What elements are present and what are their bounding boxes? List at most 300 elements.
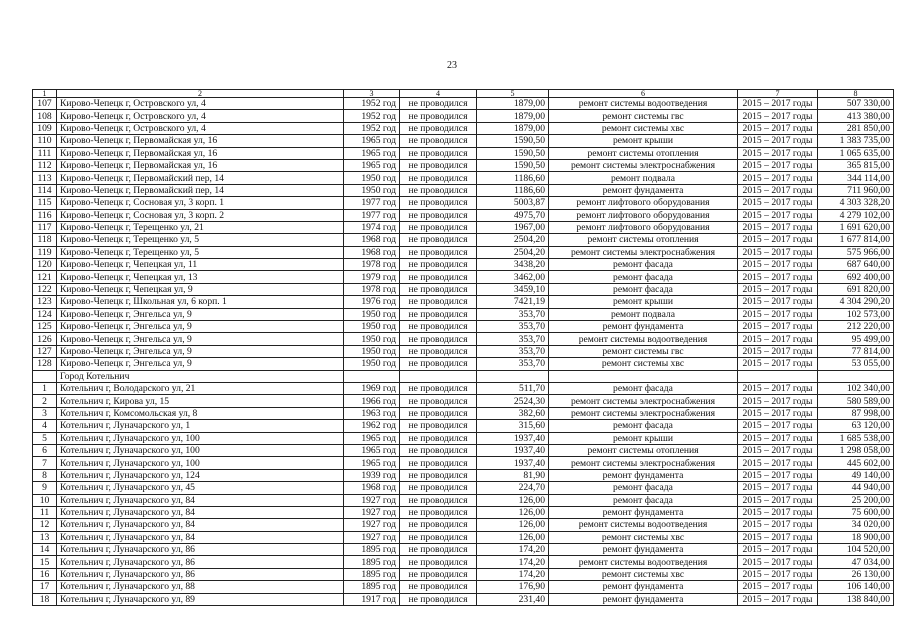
work-type-cell [549, 370, 738, 382]
area-cell: 174,20 [477, 568, 549, 580]
address-cell: Котельнич г, Луначарского ул, 124 [57, 469, 344, 481]
last-repair-cell: не проводился [400, 308, 477, 320]
column-number: 7 [738, 90, 818, 98]
area-cell: 353,70 [477, 308, 549, 320]
cost-cell: 687 640,00 [818, 259, 894, 271]
last-repair-cell: не проводился [400, 321, 477, 333]
cost-cell: 413 380,00 [818, 110, 894, 122]
address-cell: Котельнич г, Луначарского ул, 86 [57, 544, 344, 556]
table-row [33, 135, 894, 147]
cost-cell: 18 900,00 [818, 531, 894, 543]
period-cell: 2015 – 2017 годы [738, 333, 818, 345]
address-cell: Кирово-Чепецк г, Чепецкая ул, 9 [57, 283, 344, 295]
period-cell: 2015 – 2017 годы [738, 321, 818, 333]
period-cell: 2015 – 2017 годы [738, 469, 818, 481]
address-cell: Кирово-Чепецк г, Энгельса ул, 9 [57, 333, 344, 345]
row-number-cell: 6 [33, 444, 57, 456]
last-repair-cell: не проводился [400, 519, 477, 531]
area-cell: 174,20 [477, 556, 549, 568]
table-row [33, 444, 894, 456]
address-cell: Котельнич г, Луначарского ул, 100 [57, 457, 344, 469]
cost-cell: 106 140,00 [818, 581, 894, 593]
build-year-cell: 1965 год [344, 135, 400, 147]
row-number-cell: 8 [33, 469, 57, 481]
row-number-cell: 124 [33, 308, 57, 320]
period-cell: 2015 – 2017 годы [738, 432, 818, 444]
cost-cell: 4 303 328,20 [818, 197, 894, 209]
address-cell: Кирово-Чепецк г, Первомайский пер, 14 [57, 172, 344, 184]
row-number-cell: 113 [33, 172, 57, 184]
cost-cell: 102 573,00 [818, 308, 894, 320]
cost-cell: 34 020,00 [818, 519, 894, 531]
work-type-cell: ремонт лифтового оборудования [549, 197, 738, 209]
build-year-cell: 1969 год [344, 382, 400, 394]
work-type-cell: ремонт фундамента [549, 544, 738, 556]
cost-cell: 711 960,00 [818, 184, 894, 196]
cost-cell: 47 034,00 [818, 556, 894, 568]
row-number-cell: 125 [33, 321, 57, 333]
address-cell: Кирово-Чепецк г, Первомайская ул, 16 [57, 135, 344, 147]
period-cell: 2015 – 2017 годы [738, 98, 818, 110]
work-type-cell: ремонт подвала [549, 172, 738, 184]
table-row [33, 469, 894, 481]
last-repair-cell: не проводился [400, 420, 477, 432]
area-cell: 7421,19 [477, 296, 549, 308]
period-cell: 2015 – 2017 годы [738, 457, 818, 469]
work-type-cell: ремонт системы гвс [549, 110, 738, 122]
area-cell: 126,00 [477, 506, 549, 518]
column-number: 3 [344, 90, 400, 98]
address-cell: Котельнич г, Луначарского ул, 45 [57, 482, 344, 494]
work-type-cell: ремонт подвала [549, 308, 738, 320]
area-cell: 353,70 [477, 358, 549, 370]
last-repair-cell: не проводился [400, 407, 477, 419]
cost-cell: 4 304 290,20 [818, 296, 894, 308]
last-repair-cell: не проводился [400, 556, 477, 568]
work-type-cell: ремонт фасада [549, 482, 738, 494]
area-cell: 2504,20 [477, 246, 549, 258]
build-year-cell: 1963 год [344, 407, 400, 419]
build-year-cell: 1965 год [344, 159, 400, 171]
cost-cell: 691 820,00 [818, 283, 894, 295]
row-number-cell: 11 [33, 506, 57, 518]
address-cell: Кирово-Чепецк г, Островского ул, 4 [57, 98, 344, 110]
table-row [33, 184, 894, 196]
area-cell: 3459,10 [477, 283, 549, 295]
last-repair-cell: не проводился [400, 221, 477, 233]
column-number: 6 [549, 90, 738, 98]
table-row [33, 457, 894, 469]
cost-cell: 212 220,00 [818, 321, 894, 333]
last-repair-cell: не проводился [400, 122, 477, 134]
table-row [33, 581, 894, 593]
last-repair-cell: не проводился [400, 469, 477, 481]
period-cell: 2015 – 2017 годы [738, 283, 818, 295]
address-cell: Котельнич г, Луначарского ул, 86 [57, 556, 344, 568]
work-type-cell: ремонт системы электроснабжения [549, 407, 738, 419]
address-cell: Кирово-Чепецк г, Чепецкая ул, 11 [57, 259, 344, 271]
last-repair-cell: не проводился [400, 506, 477, 518]
last-repair-cell: не проводился [400, 395, 477, 407]
last-repair-cell: не проводился [400, 593, 477, 605]
work-type-cell: ремонт фундамента [549, 506, 738, 518]
area-cell: 5003,87 [477, 197, 549, 209]
cost-cell [818, 370, 894, 382]
address-cell: Кирово-Чепецк г, Школьная ул, 6 корп. 1 [57, 296, 344, 308]
build-year-cell: 1895 год [344, 581, 400, 593]
row-number-cell: 112 [33, 159, 57, 171]
row-number-cell: 118 [33, 234, 57, 246]
cost-cell: 138 840,00 [818, 593, 894, 605]
build-year-cell: 1895 год [344, 556, 400, 568]
table-row [33, 494, 894, 506]
last-repair-cell: не проводился [400, 531, 477, 543]
row-number-cell: 123 [33, 296, 57, 308]
area-cell: 1879,00 [477, 98, 549, 110]
column-number-row [33, 90, 894, 98]
area-cell: 1590,50 [477, 135, 549, 147]
period-cell: 2015 – 2017 годы [738, 568, 818, 580]
period-cell: 2015 – 2017 годы [738, 259, 818, 271]
cost-cell: 1 677 814,00 [818, 234, 894, 246]
table-row [33, 568, 894, 580]
cost-cell: 507 330,00 [818, 98, 894, 110]
row-number-cell: 117 [33, 221, 57, 233]
table-row [33, 593, 894, 605]
cost-cell: 1 298 058,00 [818, 444, 894, 456]
work-type-cell: ремонт системы электроснабжения [549, 395, 738, 407]
address-cell: Город Котельнич [57, 370, 344, 382]
area-cell: 174,20 [477, 544, 549, 556]
period-cell: 2015 – 2017 годы [738, 407, 818, 419]
build-year-cell: 1977 год [344, 209, 400, 221]
last-repair-cell: не проводился [400, 296, 477, 308]
cost-cell: 95 499,00 [818, 333, 894, 345]
row-number-cell: 107 [33, 98, 57, 110]
last-repair-cell: не проводился [400, 159, 477, 171]
last-repair-cell: не проводился [400, 382, 477, 394]
period-cell: 2015 – 2017 годы [738, 184, 818, 196]
table-row [33, 321, 894, 333]
area-cell: 1186,60 [477, 184, 549, 196]
cost-cell: 53 055,00 [818, 358, 894, 370]
period-cell: 2015 – 2017 годы [738, 271, 818, 283]
table-row [33, 98, 894, 110]
last-repair-cell: не проводился [400, 110, 477, 122]
column-number: 8 [818, 90, 894, 98]
period-cell: 2015 – 2017 годы [738, 209, 818, 221]
build-year-cell: 1974 год [344, 221, 400, 233]
work-type-cell: ремонт системы отопления [549, 444, 738, 456]
work-type-cell: ремонт крыши [549, 296, 738, 308]
row-number-cell: 1 [33, 382, 57, 394]
period-cell: 2015 – 2017 годы [738, 544, 818, 556]
cost-cell: 104 520,00 [818, 544, 894, 556]
last-repair-cell: не проводился [400, 197, 477, 209]
build-year-cell: 1950 год [344, 321, 400, 333]
period-cell: 2015 – 2017 годы [738, 246, 818, 258]
table-row [33, 506, 894, 518]
last-repair-cell: не проводился [400, 482, 477, 494]
build-year-cell: 1962 год [344, 420, 400, 432]
area-cell [477, 370, 549, 382]
table-row [33, 531, 894, 543]
last-repair-cell: не проводился [400, 432, 477, 444]
period-cell: 2015 – 2017 годы [738, 494, 818, 506]
last-repair-cell: не проводился [400, 358, 477, 370]
last-repair-cell: не проводился [400, 544, 477, 556]
last-repair-cell: не проводился [400, 457, 477, 469]
row-number-cell: 114 [33, 184, 57, 196]
address-cell: Котельнич г, Луначарского ул, 84 [57, 519, 344, 531]
row-number-cell: 115 [33, 197, 57, 209]
work-type-cell: ремонт системы хвс [549, 122, 738, 134]
address-cell: Кирово-Чепецк г, Островского ул, 4 [57, 122, 344, 134]
table-row [33, 370, 894, 382]
work-type-cell: ремонт системы водоотведения [549, 333, 738, 345]
area-cell: 1967,00 [477, 221, 549, 233]
work-type-cell: ремонт системы водоотведения [549, 519, 738, 531]
area-cell: 231,40 [477, 593, 549, 605]
area-cell: 1590,50 [477, 147, 549, 159]
address-cell: Кирово-Чепецк г, Терещенко ул, 5 [57, 234, 344, 246]
area-cell: 1937,40 [477, 457, 549, 469]
work-type-cell: ремонт системы хвс [549, 358, 738, 370]
build-year-cell: 1895 год [344, 544, 400, 556]
last-repair-cell: не проводился [400, 271, 477, 283]
cost-cell: 63 120,00 [818, 420, 894, 432]
build-year-cell: 1968 год [344, 482, 400, 494]
last-repair-cell: не проводился [400, 259, 477, 271]
table-row [33, 333, 894, 345]
address-cell: Котельнич г, Луначарского ул, 100 [57, 444, 344, 456]
row-number-cell: 5 [33, 432, 57, 444]
build-year-cell: 1927 год [344, 506, 400, 518]
area-cell: 1937,40 [477, 432, 549, 444]
address-cell: Кирово-Чепецк г, Энгельса ул, 9 [57, 345, 344, 357]
build-year-cell: 1950 год [344, 333, 400, 345]
table-row [33, 358, 894, 370]
address-cell: Кирово-Чепецк г, Сосновая ул, 3 корп. 1 [57, 197, 344, 209]
period-cell: 2015 – 2017 годы [738, 531, 818, 543]
column-number: 1 [33, 90, 57, 98]
last-repair-cell: не проводился [400, 568, 477, 580]
build-year-cell: 1917 год [344, 593, 400, 605]
last-repair-cell: не проводился [400, 246, 477, 258]
period-cell: 2015 – 2017 годы [738, 296, 818, 308]
table-row [33, 209, 894, 221]
last-repair-cell: не проводился [400, 345, 477, 357]
work-type-cell: ремонт лифтового оборудования [549, 221, 738, 233]
row-number-cell: 4 [33, 420, 57, 432]
work-type-cell: ремонт фундамента [549, 321, 738, 333]
work-type-cell: ремонт системы электроснабжения [549, 159, 738, 171]
address-cell: Кирово-Чепецк г, Первомайский пер, 14 [57, 184, 344, 196]
period-cell: 2015 – 2017 годы [738, 506, 818, 518]
table-row [33, 221, 894, 233]
table-body [33, 90, 894, 606]
table-row [33, 482, 894, 494]
area-cell: 353,70 [477, 321, 549, 333]
table-row [33, 420, 894, 432]
cost-cell: 575 966,00 [818, 246, 894, 258]
work-type-cell: ремонт системы отопления [549, 234, 738, 246]
period-cell: 2015 – 2017 годы [738, 358, 818, 370]
table-row [33, 432, 894, 444]
table-row [33, 110, 894, 122]
area-cell: 1590,50 [477, 159, 549, 171]
area-cell: 126,00 [477, 519, 549, 531]
period-cell: 2015 – 2017 годы [738, 593, 818, 605]
address-cell: Кирово-Чепецк г, Первомайская ул, 16 [57, 147, 344, 159]
address-cell: Кирово-Чепецк г, Островского ул, 4 [57, 110, 344, 122]
address-cell: Котельнич г, Кирова ул, 15 [57, 395, 344, 407]
build-year-cell: 1950 год [344, 308, 400, 320]
table-row [33, 197, 894, 209]
table-row [33, 395, 894, 407]
period-cell: 2015 – 2017 годы [738, 159, 818, 171]
table-row [33, 308, 894, 320]
address-cell: Котельнич г, Луначарского ул, 84 [57, 506, 344, 518]
column-number: 5 [477, 90, 549, 98]
work-type-cell: ремонт системы водоотведения [549, 556, 738, 568]
area-cell: 2524,30 [477, 395, 549, 407]
area-cell: 1879,00 [477, 110, 549, 122]
cost-cell: 4 279 102,00 [818, 209, 894, 221]
last-repair-cell: не проводился [400, 172, 477, 184]
table-row [33, 519, 894, 531]
table-row [33, 544, 894, 556]
period-cell: 2015 – 2017 годы [738, 221, 818, 233]
address-cell: Котельнич г, Луначарского ул, 1 [57, 420, 344, 432]
last-repair-cell: не проводился [400, 581, 477, 593]
build-year-cell: 1968 год [344, 246, 400, 258]
area-cell: 3438,20 [477, 259, 549, 271]
row-number-cell: 14 [33, 544, 57, 556]
build-year-cell: 1977 год [344, 197, 400, 209]
build-year-cell: 1978 год [344, 283, 400, 295]
work-type-cell: ремонт системы отопления [549, 147, 738, 159]
row-number-cell: 108 [33, 110, 57, 122]
page-number: 23 [447, 60, 457, 71]
cost-cell: 1 383 735,00 [818, 135, 894, 147]
build-year-cell: 1965 год [344, 147, 400, 159]
cost-cell: 44 940,00 [818, 482, 894, 494]
area-cell: 353,70 [477, 333, 549, 345]
period-cell: 2015 – 2017 годы [738, 420, 818, 432]
repair-program-table [32, 89, 894, 606]
build-year-cell: 1979 год [344, 271, 400, 283]
last-repair-cell: не проводился [400, 444, 477, 456]
build-year-cell: 1952 год [344, 110, 400, 122]
row-number-cell: 119 [33, 246, 57, 258]
address-cell: Котельнич г, Луначарского ул, 86 [57, 568, 344, 580]
work-type-cell: ремонт фундамента [549, 593, 738, 605]
row-number-cell: 116 [33, 209, 57, 221]
row-number-cell: 3 [33, 407, 57, 419]
address-cell: Кирово-Чепецк г, Энгельса ул, 9 [57, 321, 344, 333]
row-number-cell: 110 [33, 135, 57, 147]
address-cell: Кирово-Чепецк г, Терещенко ул, 5 [57, 246, 344, 258]
address-cell: Кирово-Чепецк г, Первомайская ул, 16 [57, 159, 344, 171]
work-type-cell: ремонт системы электроснабжения [549, 457, 738, 469]
row-number-cell: 2 [33, 395, 57, 407]
period-cell: 2015 – 2017 годы [738, 345, 818, 357]
last-repair-cell: не проводился [400, 98, 477, 110]
build-year-cell: 1927 год [344, 494, 400, 506]
area-cell: 2504,20 [477, 234, 549, 246]
table-row [33, 172, 894, 184]
table-row [33, 407, 894, 419]
row-number-cell: 111 [33, 147, 57, 159]
area-cell: 126,00 [477, 494, 549, 506]
address-cell: Кирово-Чепецк г, Сосновая ул, 3 корп. 2 [57, 209, 344, 221]
build-year-cell: 1950 год [344, 184, 400, 196]
table-row [33, 296, 894, 308]
row-number-cell: 18 [33, 593, 57, 605]
work-type-cell: ремонт крыши [549, 432, 738, 444]
cost-cell: 445 602,00 [818, 457, 894, 469]
period-cell: 2015 – 2017 годы [738, 581, 818, 593]
build-year-cell: 1966 год [344, 395, 400, 407]
work-type-cell: ремонт фасада [549, 420, 738, 432]
cost-cell: 365 815,00 [818, 159, 894, 171]
row-number-cell: 122 [33, 283, 57, 295]
table-row [33, 122, 894, 134]
work-type-cell: ремонт фасада [549, 259, 738, 271]
row-number-cell: 120 [33, 259, 57, 271]
work-type-cell: ремонт фундамента [549, 184, 738, 196]
table-row [33, 271, 894, 283]
area-cell: 176,90 [477, 581, 549, 593]
build-year-cell: 1950 год [344, 172, 400, 184]
cost-cell: 1 685 538,00 [818, 432, 894, 444]
table-row [33, 556, 894, 568]
row-number-cell [33, 370, 57, 382]
row-number-cell: 10 [33, 494, 57, 506]
row-number-cell: 15 [33, 556, 57, 568]
build-year-cell: 1968 год [344, 234, 400, 246]
address-cell: Котельнич г, Комсомольская ул, 8 [57, 407, 344, 419]
period-cell: 2015 – 2017 годы [738, 556, 818, 568]
address-cell: Котельнич г, Луначарского ул, 84 [57, 531, 344, 543]
address-cell: Кирово-Чепецк г, Энгельса ул, 9 [57, 308, 344, 320]
build-year-cell: 1976 год [344, 296, 400, 308]
period-cell: 2015 – 2017 годы [738, 197, 818, 209]
period-cell: 2015 – 2017 годы [738, 382, 818, 394]
work-type-cell: ремонт фасада [549, 283, 738, 295]
address-cell: Котельнич г, Луначарского ул, 100 [57, 432, 344, 444]
period-cell: 2015 – 2017 годы [738, 110, 818, 122]
cost-cell: 580 589,00 [818, 395, 894, 407]
table-row [33, 345, 894, 357]
address-cell: Кирово-Чепецк г, Энгельса ул, 9 [57, 358, 344, 370]
table-row [33, 246, 894, 258]
build-year-cell: 1939 год [344, 469, 400, 481]
build-year-cell: 1950 год [344, 358, 400, 370]
work-type-cell: ремонт фундамента [549, 469, 738, 481]
last-repair-cell: не проводился [400, 494, 477, 506]
work-type-cell: ремонт фасада [549, 382, 738, 394]
area-cell: 511,70 [477, 382, 549, 394]
period-cell: 2015 – 2017 годы [738, 172, 818, 184]
table-row [33, 259, 894, 271]
last-repair-cell: не проводился [400, 184, 477, 196]
period-cell: 2015 – 2017 годы [738, 444, 818, 456]
row-number-cell: 109 [33, 122, 57, 134]
build-year-cell: 1952 год [344, 122, 400, 134]
table-row [33, 147, 894, 159]
